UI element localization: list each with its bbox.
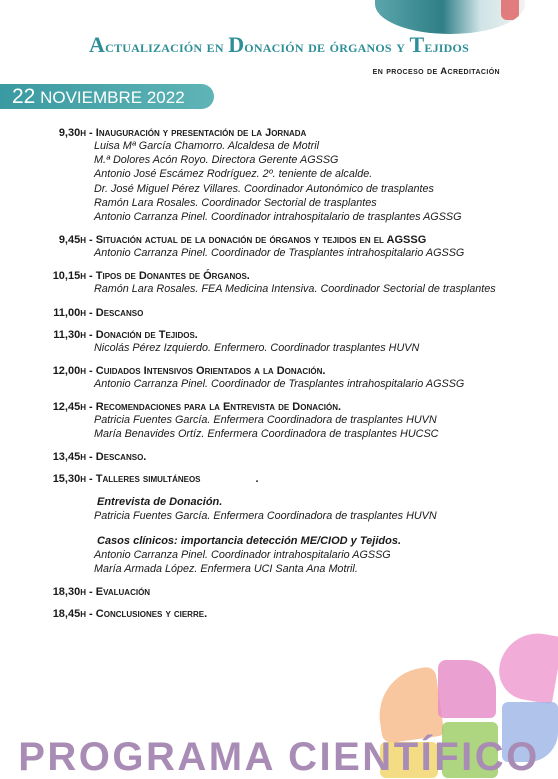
entry-time: 18,45h bbox=[52, 608, 86, 621]
title-initial: D bbox=[228, 32, 245, 57]
peach-shape bbox=[373, 666, 444, 744]
speaker-line: Antonio Carranza Pinel. Coordinador intrahospitalario AGSSG bbox=[94, 548, 391, 561]
entry-time: 15,30h bbox=[52, 473, 86, 486]
speaker-line: Patricia Fuentes García. Enfermera Coordinadora de trasplantes HUVN bbox=[94, 414, 437, 427]
title-segment: ejidos bbox=[424, 37, 469, 56]
entry-separator: - bbox=[86, 451, 96, 464]
entry-separator: - bbox=[86, 270, 96, 283]
date-day: 22 bbox=[12, 85, 36, 108]
footer-title: PROGRAMA CIENTÍFICO bbox=[18, 735, 540, 779]
agenda-entry bbox=[0, 127, 558, 224]
pink-shape bbox=[495, 627, 558, 704]
title-segment: ctualización en bbox=[105, 37, 229, 56]
entry-heading bbox=[0, 127, 558, 139]
pink-shape bbox=[438, 660, 496, 718]
page-title bbox=[0, 32, 558, 58]
entry-separator: - bbox=[86, 127, 96, 139]
entry-title: Descanso bbox=[95, 306, 144, 319]
agenda-entry bbox=[0, 586, 558, 598]
entry-title: Talleres simultáneos bbox=[95, 473, 201, 486]
agenda-entry bbox=[0, 270, 558, 296]
entry-time: 9,45h bbox=[58, 234, 86, 247]
title-segment: onación de órganos y bbox=[244, 37, 410, 56]
entry-time: 11,30h bbox=[53, 328, 86, 341]
entry-title: Recomendaciones para la Entrevista de Donación. bbox=[95, 401, 342, 414]
agenda-entry bbox=[0, 307, 558, 319]
speaker-line: Antonio Carranza Pinel. Coordinador de Trasplantes intrahospitalario AGSSG bbox=[94, 377, 465, 390]
accreditation-subtitle: en proceso de Acreditación bbox=[372, 66, 500, 77]
entry-separator: - bbox=[86, 401, 96, 414]
agenda-entry bbox=[0, 608, 558, 620]
date-banner bbox=[0, 84, 214, 109]
agenda-entry bbox=[0, 473, 558, 576]
entry-title: Donación de Tejidos. bbox=[95, 328, 198, 341]
title-initial: A bbox=[89, 32, 106, 57]
workshop-title bbox=[94, 495, 558, 509]
entry-title: Evaluación bbox=[95, 586, 151, 599]
entry-time: 9,30h bbox=[58, 127, 86, 139]
header-photo bbox=[375, 0, 525, 34]
speaker-line: Antonio José Escámez Rodríguez. 2º. teniente de alcalde. bbox=[94, 168, 373, 181]
entry-time: 10,15h bbox=[52, 270, 86, 283]
speaker-line: Antonio Carranza Pinel. Coordinador de Trasplantes intrahospitalario AGSSG bbox=[94, 247, 465, 260]
agenda-entry bbox=[0, 365, 558, 391]
entry-time: 12,45h bbox=[52, 401, 86, 414]
entry-heading bbox=[0, 451, 558, 463]
entry-time: 13,45h bbox=[52, 451, 86, 464]
entry-heading bbox=[0, 586, 558, 598]
entry-title: Tipos de Donantes de Órganos. bbox=[95, 270, 250, 283]
workshop-item bbox=[0, 534, 558, 576]
speaker-line: Ramón Lara Rosales. FEA Medicina Intensiva. Coordinador Sectorial de trasplantes bbox=[94, 283, 496, 296]
entry-time: 18,30h bbox=[52, 586, 86, 599]
entry-time: 11,00h bbox=[53, 306, 86, 319]
entry-heading bbox=[0, 473, 558, 485]
entry-title: Cuidados Intensivos Orientados a la Donación. bbox=[95, 364, 326, 377]
title-initial: T bbox=[409, 32, 425, 57]
workshop-item bbox=[0, 495, 558, 523]
workshop-title-text: Casos clínicos: importancia detección ME/CIOD y Tejidos. bbox=[97, 534, 401, 547]
workshop-title bbox=[94, 534, 558, 548]
entry-heading bbox=[0, 329, 558, 341]
entry-separator: - bbox=[86, 608, 96, 621]
agenda-entry bbox=[0, 234, 558, 260]
entry-heading bbox=[0, 307, 558, 319]
entry-separator: - bbox=[86, 328, 96, 341]
speaker-line: Dr. José Miguel Pérez Villares. Coordinador Autonómico de trasplantes bbox=[94, 182, 434, 195]
entry-separator: - bbox=[86, 306, 96, 319]
entry-title: Descanso. bbox=[95, 451, 147, 464]
speaker-line: Luisa Mª García Chamorro. Alcaldesa de Motril bbox=[94, 140, 320, 152]
agenda-list bbox=[0, 127, 558, 630]
entry-heading bbox=[0, 608, 558, 620]
entry-heading bbox=[0, 401, 558, 413]
entry-separator: - bbox=[86, 586, 96, 599]
entry-time: 12,00h bbox=[52, 364, 86, 377]
entry-separator: - bbox=[86, 364, 96, 377]
entry-dot: . bbox=[255, 473, 259, 486]
speaker-line: María Armada López. Enfermera UCI Santa Ana Motril. bbox=[94, 562, 358, 575]
agenda-entry bbox=[0, 401, 558, 441]
workshop-title-text: Entrevista de Donación. bbox=[97, 496, 223, 509]
entry-title: Inauguración y presentación de la Jornada bbox=[95, 127, 307, 139]
speaker-line: Patricia Fuentes García. Enfermera Coordinadora de trasplantes HUVN bbox=[94, 510, 437, 523]
agenda-entry bbox=[0, 329, 558, 355]
speaker-line: Nicolás Pérez Izquierdo. Enfermero. Coordinador trasplantes HUVN bbox=[94, 341, 420, 354]
entry-title: Situación actual de la donación de órganos y tejidos en el AGSSG bbox=[95, 234, 427, 247]
entry-separator: - bbox=[86, 473, 96, 486]
speaker-line: María Benavides Ortíz. Enfermera Coordinadora de trasplantes HUCSC bbox=[94, 428, 439, 441]
speaker-line: M.ª Dolores Acón Royo. Directora Gerente AGSSG bbox=[94, 154, 339, 167]
agenda-entry bbox=[0, 451, 558, 463]
entry-heading bbox=[0, 365, 558, 377]
speaker-line: Ramón Lara Rosales. Coordinador Sectorial de trasplantes bbox=[94, 196, 377, 209]
entry-heading bbox=[0, 270, 558, 282]
speaker-line: Antonio Carranza Pinel. Coordinador intrahospitalario de trasplantes AGSSG bbox=[94, 211, 462, 224]
entry-heading bbox=[0, 234, 558, 246]
entry-separator: - bbox=[86, 234, 96, 247]
entry-title: Conclusiones y cierre. bbox=[95, 608, 208, 621]
date-month-year: NOVIEMBRE 2022 bbox=[40, 88, 185, 107]
